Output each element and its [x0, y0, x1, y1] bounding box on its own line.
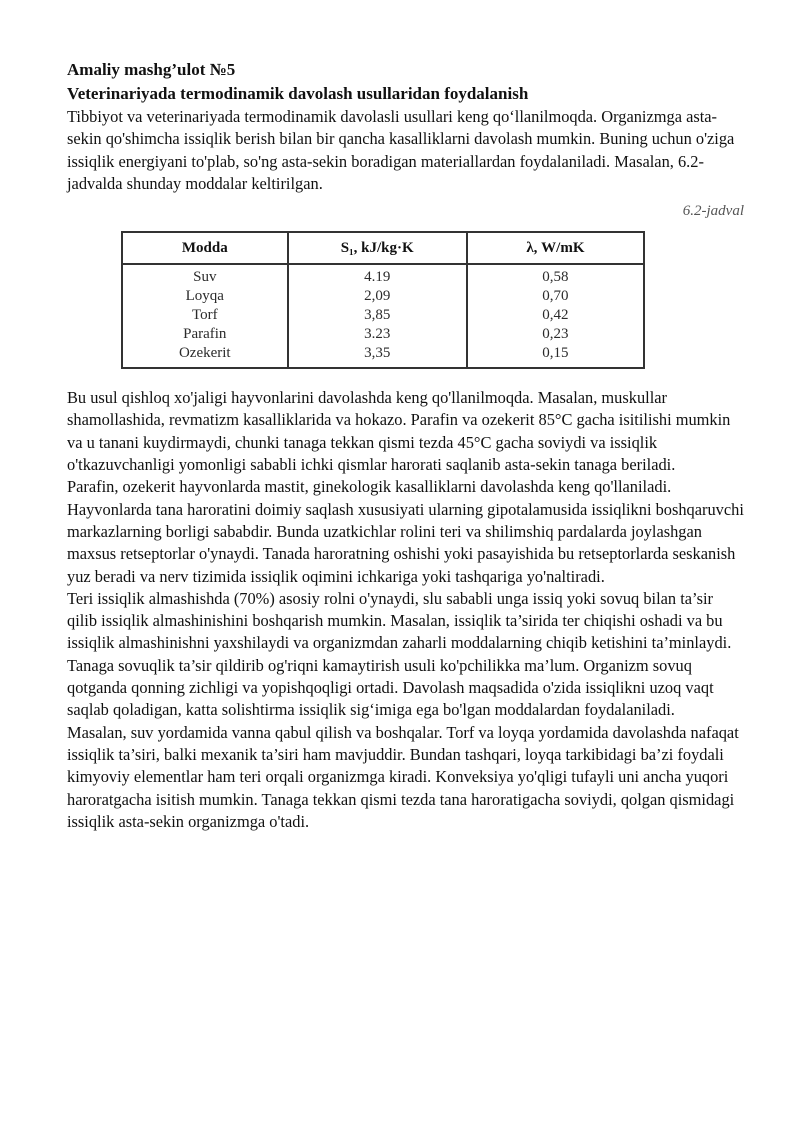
- cell-substance: Suv: [122, 264, 288, 287]
- cell-heat-capacity: 4.19: [288, 264, 467, 287]
- cell-substance: Parafin: [122, 325, 288, 344]
- body-paragraph: Teri issiqlik almashishda (70%) asosiy rolni o'ynaydi, slu sababli unga issiq yoki sovuq bilan ta’sir qilib issiqlik almashinishini boshqarish mumkin. Masalan, issiqlik ta’sirida ter chiqishi oshadi va bu issiqlik almashinishni yaxshilaydi va organizmdan zaharli moddalarning chiqib ketishini ta’minlaydi. Tanaga sovuqlik ta’sir qildirib og'riqni kamaytirish usuli ko'pchilikka ma’lum. Organizm sovuq qotganda qonning zichligi va yopishqoqligi ortadi. Davolash maqsadida o'zida issiqlikni uzoq vaqt saqlab qoladigan, katta solishtirma issiqlik sig‘imiga ega bo'lgan moddalardan foydalaniladi.: [67, 588, 732, 720]
- body-paragraph: Masalan, suv yordamida vanna qabul qilish va boshqalar. Torf va loyqa yordamida davolashda nafaqat issiqlik ta’siri, balki mexanik ta’siri ham mavjuddir. Bundan tashqari, loyqa tarkibidagi ba’zi foydali kimyoviy elementlar ham teri orqali organizmga kiradi. Konveksiya yo'qligi tufayli uni ancha yuqori haroratgacha isitish mumkin. Tanaga tekkan qismi tezda tana haroratigacha soviydi, qolgan qismidagi issiqlik asta-sekin organizmga o'tadi.: [67, 722, 739, 831]
- table-row: [122, 344, 644, 368]
- table-row: [122, 264, 644, 287]
- cell-conductivity: 0,70: [467, 287, 644, 306]
- cell-conductivity: 0,42: [467, 306, 644, 325]
- cell-substance: Torf: [122, 306, 288, 325]
- body-paragraph: Bu usul qishloq xo'jaligi hayvonlarini davolashda keng qo'llanilmoqda. Masalan, muskullar shamollashida, revmatizm kasalliklarida va hokazo. Parafin va ozekerit 85°C gacha isitilishi mumkin va u tanani kuydirmaydi, chunki tanaga tekkan qismi tezda 45°C gacha soviydi va issiqlik o'tkazuvchanligi yomonligi sababli ichki qismlar harorati saqlanib asta-sekin tanaga beriladi.: [67, 388, 731, 475]
- page-title: Amaliy mashg’ulot №5: [67, 60, 236, 79]
- document-page: [67, 58, 747, 833]
- cell-substance: Ozekerit: [122, 344, 288, 368]
- column-header-substance: Modda: [122, 232, 288, 264]
- table-row: [122, 325, 644, 344]
- column-header-heat-capacity: S₁, kJ/kg·K: [288, 232, 467, 264]
- table-row: [122, 306, 644, 325]
- body-paragraph: Parafin, ozekerit hayvonlarda mastit, ginekologik kasalliklarni davolashda keng qo'llaniladi.: [67, 477, 672, 497]
- cell-heat-capacity: 3.23: [288, 325, 467, 344]
- body-text: [67, 387, 747, 833]
- materials-table: [121, 231, 645, 369]
- table-row: [122, 287, 644, 306]
- cell-substance: Loyqa: [122, 287, 288, 306]
- cell-conductivity: 0,23: [467, 325, 644, 344]
- cell-heat-capacity: 3,35: [288, 344, 467, 368]
- cell-conductivity: 0,15: [467, 344, 644, 368]
- cell-heat-capacity: 2,09: [288, 287, 467, 306]
- cell-conductivity: 0,58: [467, 264, 644, 287]
- intro-paragraph: Tibbiyot va veterinariyada termodinamik davolasli usullari keng qo‘llanilmoqda. Organizmga asta-sekin qo'shimcha issiqlik berish bilan bir qancha kasalliklarni davolash mumkin. Buning uchun o'ziga issiqlik energiyani to'plab, so'ng asta-sekin boradigan materiallardan foydalaniladi. Masalan, 6.2-jadvalda shunday moddalar keltirilgan.: [67, 107, 735, 193]
- table-header-row: [122, 232, 644, 264]
- cell-heat-capacity: 3,85: [288, 306, 467, 325]
- column-header-conductivity: λ, W/mK: [467, 232, 644, 264]
- body-paragraph: Hayvonlarda tana haroratini doimiy saqlash xususiyati ularning gipotalamusida issiqlikni boshqaruvchi markazlarning borligi sababdir. Bunda uzatkichlar rolini teri va shilimshiq pardalarda joylashgan maxsus retseptorlar o'ynaydi. Tanada haroratning oshishi yoki pasayishida bu retseptorlarda seskanish yuz beradi va nerv tizimida issiqlik oqimini ichkariga yoki tashqariga yo'naltiradi.: [67, 499, 744, 586]
- table-caption: 6.2-jadval: [682, 203, 744, 220]
- page-subtitle: Veterinariyada termodinamik davolash usullaridan foydalanish: [67, 84, 529, 103]
